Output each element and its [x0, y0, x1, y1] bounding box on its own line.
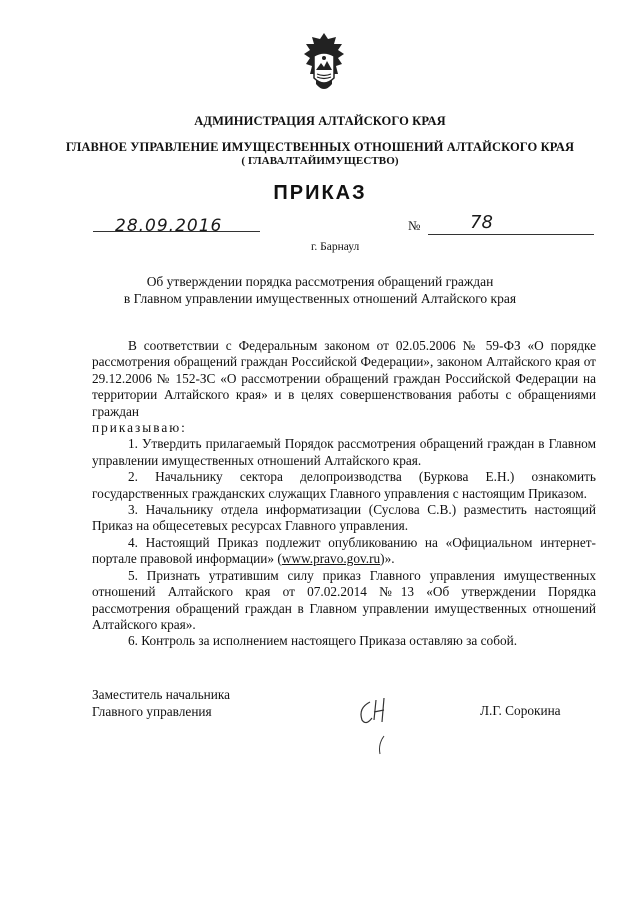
position-line-1: Заместитель начальника [92, 687, 231, 702]
order-item: 1. Утвердить прилагаемый Порядок рассмотрения обращений граждан в Главном управлении имущественных отношений Алтайского края. [92, 436, 596, 468]
decree-word: приказываю: [92, 420, 187, 436]
preamble: В соответствии с Федеральным законом от 02.05.2006 № 59-ФЗ «О порядке рассмотрения обращений граждан Российской Федерации», законом Алтайского края от 29.12.2006 № 152-ЗС «О рассмотрении обращений граждан Российской Федерации на территории Алтайского края» и в целях совершенствования работы с обращениями граждан [92, 338, 596, 419]
order-number: 78 [470, 212, 493, 233]
number-underline [428, 234, 594, 235]
signatory-position [92, 686, 230, 720]
pravo-gov-link[interactable]: www.pravo.gov.ru [281, 551, 381, 567]
number-label: № [408, 218, 421, 233]
order-date: 28.09.2016 [115, 216, 223, 236]
subject-line-1: Об утверждении порядка рассмотрения обращений граждан [146, 274, 494, 289]
order-item-4-end: )». [380, 551, 395, 567]
position-line-2: Главного управления [92, 704, 212, 719]
city: г. Барнаул [311, 241, 360, 253]
order-item: 2. Начальнику сектора делопроизводства (Буркова Е.Н.) ознакомить государственных гражданских служащих Главного управления с настоящим Приказом. [92, 469, 596, 501]
order-item: 5. Признать утратившим силу приказ Главного управления имущественных отношений Алтайского края от 07.02.2014 №13 «Об утверждении Порядка рассмотрения обращений граждан в Главном управлении имущественных отношений Алтайского края». [92, 567, 596, 632]
order-item-4 [92, 535, 596, 568]
subject-line-2: в Главном управлении имущественных отношений Алтайского края [123, 291, 517, 306]
signatory-name: Л.Г. Сорокина [480, 703, 561, 718]
administration-name: АДМИНИСТРАЦИЯ АЛТАЙСКОГО КРАЯ [194, 114, 446, 128]
order-item: 6. Контроль за исполнением настоящего Приказа оставляю за собой. [128, 633, 518, 649]
department-name: ГЛАВНОЕ УПРАВЛЕНИЕ ИМУЩЕСТВЕННЫХ ОТНОШЕНИЙ АЛТАЙСКОГО КРАЯ [65, 140, 575, 154]
document-title: ПРИКАЗ [273, 182, 367, 204]
department-short-name: ( ГЛАВАЛТАЙИМУЩЕСТВО) [241, 155, 399, 167]
order-item-4-text: 4. Настоящий Приказ подлежит опубликованию на «Официальном интернет-портале правовой информации» ( [92, 534, 596, 567]
handwritten-signature [340, 690, 420, 760]
altai-krai-emblem-icon [292, 30, 356, 98]
order-body [92, 338, 596, 650]
order-item: 3. Начальнику отдела информатизации (Суслова С.В.) разместить настоящий Приказ на общесетевых ресурсах Главного управления. [92, 502, 596, 534]
